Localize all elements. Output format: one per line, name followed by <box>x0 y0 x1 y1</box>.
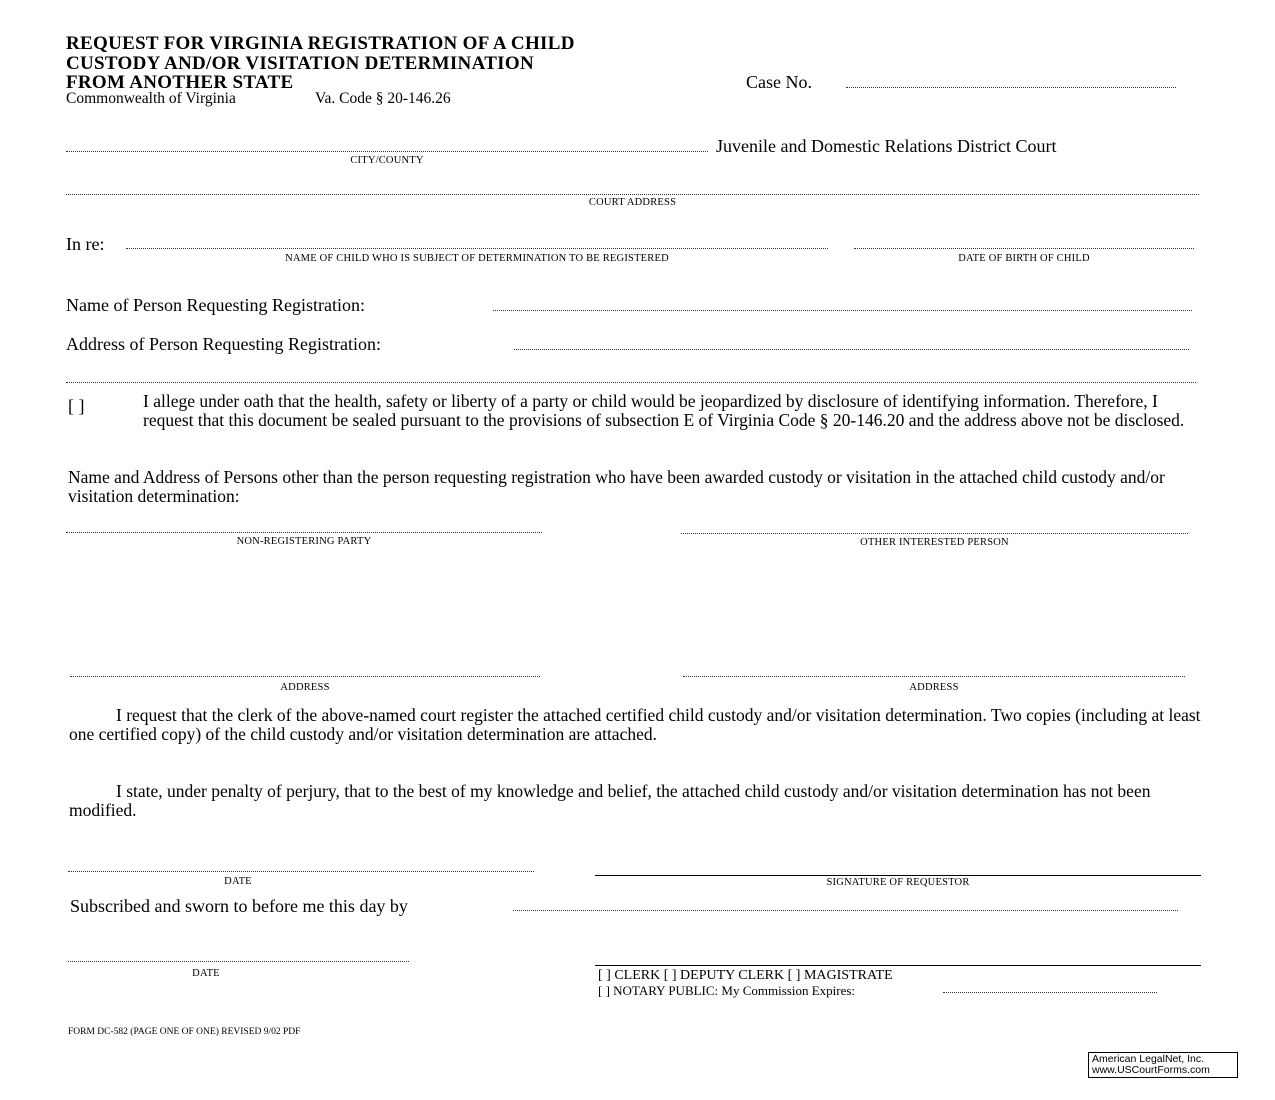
official-signature-line[interactable] <box>595 965 1201 966</box>
requester-address-label: Address of Person Requesting Registration: <box>66 334 381 354</box>
publisher-name: American LegalNet, Inc. <box>1092 1053 1205 1065</box>
city-county-label: CITY/COUNTY <box>350 155 424 166</box>
child-name-label: NAME OF CHILD WHO IS SUBJECT OF DETERMINATION TO BE REGISTERED <box>285 253 669 264</box>
other-interested-person-field[interactable] <box>681 533 1188 534</box>
child-dob-field[interactable] <box>854 248 1194 249</box>
requestor-signature-label: SIGNATURE OF REQUESTOR <box>826 877 970 888</box>
other-persons-heading: Name and Address of Persons other than the person requesting registration who have been awarded custody or visitation in the attached child custody and/or visitation determination: <box>68 467 1165 506</box>
non-registering-party-field[interactable] <box>66 532 542 533</box>
commission-expires-field[interactable] <box>943 992 1157 993</box>
other-interested-person-address-label: ADDRESS <box>909 682 959 693</box>
child-dob-label: DATE OF BIRTH OF CHILD <box>958 253 1090 264</box>
subscribed-sworn-label: Subscribed and sworn to before me this day by <box>70 896 408 916</box>
other-interested-person-label: OTHER INTERESTED PERSON <box>860 537 1009 548</box>
date-label: DATE <box>224 876 252 887</box>
requester-address-field-2[interactable] <box>66 382 1196 383</box>
requester-name-field[interactable] <box>493 310 1192 311</box>
form-title-line1: REQUEST FOR VIRGINIA REGISTRATION OF A CHILD <box>66 33 575 54</box>
sworn-date-label: DATE <box>192 968 220 979</box>
seal-allegation-text: I allege under oath that the health, safety or liberty of a party or child would be jeopardized by disclosure of identifying information. Therefore, I request that this document be sealed pursuant to the provisions of subsection E of Virginia Code § 20-146.20 and the address above not be disclosed. <box>143 391 1185 430</box>
publisher-url[interactable]: www.USCourtForms.com <box>1092 1064 1210 1076</box>
perjury-statement: I state, under penalty of perjury, that to the best of my knowledge and belief, the attached child custody and/or visitation determination has not been modified. <box>69 781 1151 820</box>
requester-name-label: Name of Person Requesting Registration: <box>66 295 365 315</box>
publisher-stamp <box>1088 1052 1238 1078</box>
code-reference: Va. Code § 20-146.26 <box>315 90 451 107</box>
case-no-label: Case No. <box>746 72 812 92</box>
official-title-options[interactable]: [ ] CLERK [ ] DEPUTY CLERK [ ] MAGISTRATE <box>598 968 893 983</box>
notary-commission-label[interactable]: [ ] NOTARY PUBLIC: My Commission Expires: <box>598 983 856 998</box>
non-registering-party-label: NON-REGISTERING PARTY <box>236 536 372 547</box>
court-name: Juvenile and Domestic Relations District Court <box>716 136 1057 156</box>
other-interested-person-address-field[interactable] <box>683 676 1185 677</box>
non-registering-party-address-label: ADDRESS <box>280 682 330 693</box>
child-name-field[interactable] <box>126 248 828 249</box>
court-address-field[interactable] <box>66 194 1199 195</box>
in-re-label: In re: <box>66 234 105 254</box>
jurisdiction-label: Commonwealth of Virginia <box>66 90 236 107</box>
court-address-label: COURT ADDRESS <box>588 197 677 208</box>
form-identifier: FORM DC-582 (PAGE ONE OF ONE) REVISED 9/02 PDF <box>68 1027 301 1037</box>
requester-address-field[interactable] <box>514 349 1189 350</box>
sworn-date-field[interactable] <box>68 961 409 962</box>
date-field[interactable] <box>68 871 534 872</box>
form-title-line2: CUSTODY AND/OR VISITATION DETERMINATION <box>66 53 534 74</box>
form-title-line3: FROM ANOTHER STATE <box>66 72 294 93</box>
registration-request-statement: I request that the clerk of the above-named court register the attached certified child custody and/or visitation determination. Two copies (including at least one certified copy) of the child custody and/or visitation determination are attached. <box>69 705 1201 744</box>
sworn-by-field[interactable] <box>513 910 1178 911</box>
seal-checkbox[interactable]: [ ] <box>68 396 85 416</box>
non-registering-party-address-field[interactable] <box>70 676 540 677</box>
city-county-field[interactable] <box>66 151 708 152</box>
case-no-field[interactable] <box>846 87 1176 88</box>
requestor-signature-line[interactable] <box>595 875 1201 876</box>
